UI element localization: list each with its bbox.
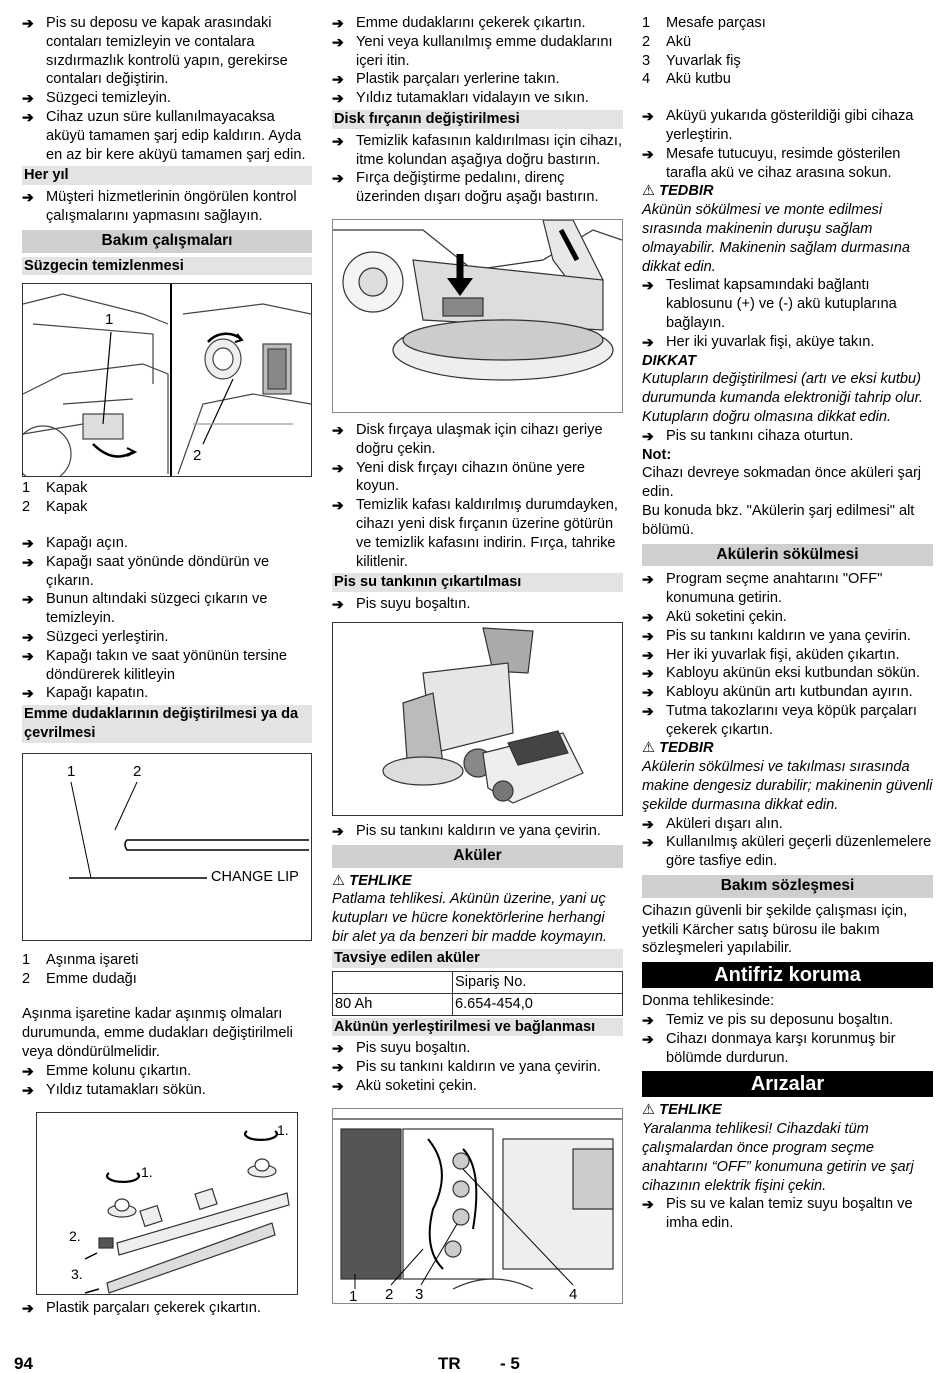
legend-number: 2	[22, 970, 31, 987]
list-item: ➔ Cihazı donmaya karşı korunmuş bir bölümde durdurun.	[642, 1030, 933, 1068]
list-item: ➔ Akü soketini çekin.	[642, 608, 933, 627]
caution-heading: ⚠ TEDBIR	[642, 740, 714, 757]
legend-text: Mesafe parçası	[666, 15, 766, 31]
list-item: ➔ Tutma takozlarını veya köpük parçaları çekerek çıkartın.	[642, 702, 933, 740]
section-title: Aküler	[332, 845, 623, 868]
list-item: ➔ Yeni veya kullanılmış emme dudaklarını içeri itin.	[332, 33, 623, 71]
list-item: ➔ Emme kolunu çıkartın.	[22, 1062, 312, 1081]
list-item: ➔ Plastik parçaları çekerek çıkartın.	[22, 1299, 312, 1318]
figure-label: 4	[569, 1285, 578, 1303]
column-3	[642, 14, 933, 1233]
warning-icon: ⚠	[642, 1102, 656, 1119]
legend-text: Emme dudağı	[46, 970, 137, 987]
list-item: ➔ Aküyü yukarıda gösterildiği gibi cihaza yerleştirin.	[642, 107, 933, 145]
list-item: ➔ Program seçme anahtarını "OFF" konumuna getirin.	[642, 570, 933, 608]
list-item: ➔ Kapağı açın.	[22, 534, 312, 553]
legend-number: 2	[22, 499, 31, 516]
figure-legend	[642, 14, 933, 89]
figure-label: 2	[193, 447, 202, 465]
section-title: Bakım sözleşmesi	[642, 875, 933, 898]
chapter-title: Arızalar	[642, 1071, 933, 1097]
list-item: ➔ Aküleri dışarı alın.	[642, 815, 933, 834]
list-item: ➔ Kapağı saat yönünde döndürün ve çıkarın.	[22, 553, 312, 591]
list-item: ➔ Her iki yuvarlak fişi, aküden çıkartın.	[642, 646, 933, 665]
table-cell: 80 Ah	[333, 993, 453, 1015]
note-text: Bu konuda bkz. "Akülerin şarj edilmesi" alt bölümü.	[642, 502, 915, 538]
knob-illustration	[37, 1113, 297, 1294]
legend-number: 1	[22, 480, 31, 497]
attention-heading: DIKKAT	[642, 352, 697, 369]
legend-text: Akü kutbu	[666, 71, 731, 88]
legend-number: 4	[642, 71, 651, 88]
section-title: Akülerin sökülmesi	[642, 544, 933, 567]
legend-number: 2	[642, 33, 651, 50]
figure-label: 3.	[71, 1266, 83, 1283]
danger-heading: ⚠ TEHLIKE	[332, 872, 412, 889]
note-heading: Not:	[642, 446, 672, 463]
list-item: ➔ Fırça değiştirme pedalını, direnç üzerinden dışarı doğru aşağı bastırın.	[332, 169, 623, 207]
figure-label: 3	[415, 1285, 424, 1303]
list-item: ➔ Temizlik kafası kaldırılmış durumdayken, cihazı yeni disk fırçanın üzerine götürün ve temizlik kafasını indirin. Fırça, tahrike kilitlenir.	[332, 496, 623, 571]
attention-text: Kutupların doğru olmasına dikkat edin.	[642, 408, 892, 425]
list-item: ➔ Her iki yuvarlak fişi, aküye takın.	[642, 333, 933, 352]
table-cell: 6.654-454,0	[453, 993, 623, 1015]
list-item: ➔ Pis su tankını cihaza oturtun.	[642, 427, 933, 446]
tank-illustration	[333, 623, 622, 815]
list-item: ➔ Süzgeci temizleyin.	[22, 89, 312, 108]
legend-text: Kapak	[46, 499, 88, 516]
list-item: ➔ Pis su tankını kaldırın ve yana çevirin.	[642, 627, 933, 646]
figure-label: 1.	[141, 1164, 153, 1181]
table-row	[333, 993, 623, 1015]
tank-figure	[332, 622, 623, 816]
column-2	[332, 14, 623, 1304]
list-item: ➔ Yeni disk fırçayı cihazın önüne yere koyun.	[332, 459, 623, 497]
list-item: ➔ Yıldız tutamakları sökün.	[22, 1081, 312, 1100]
note-text: Cihazı devreye sokmadan önce aküleri şarj edin.	[642, 465, 922, 501]
legend-text: Akü	[666, 33, 692, 50]
table-header-cell: Sipariş No.	[453, 971, 623, 993]
table-header-row	[333, 971, 623, 993]
subsection-title: Her yıl	[22, 166, 312, 185]
filter-figure	[22, 283, 312, 477]
figure-label: 1	[67, 762, 76, 780]
legend-text: Yuvarlak fiş	[666, 52, 741, 69]
step-list	[22, 534, 312, 703]
list-item: ➔ Plastik parçaları yerlerine takın.	[332, 70, 623, 89]
battery-figure	[332, 1108, 623, 1304]
paragraph: Donma tehlikesinde:	[642, 993, 775, 1010]
battery-illustration	[333, 1109, 622, 1303]
warning-icon: ⚠	[332, 872, 346, 889]
figure-text: CHANGE LIP	[211, 868, 299, 885]
list-item: ➔ Pis su ve kalan temiz suyu boşaltın ve imha edin.	[642, 1195, 933, 1233]
caution-text: Akülerin sökülmesi ve takılması sırasında makine dengesiz durabilir; makinenin güvenli şekilde durmasına dikkat edin.	[642, 759, 933, 813]
subsection-title: Pis su tankının çıkartılması	[332, 573, 623, 592]
caution-heading: ⚠ TEDBIR	[642, 183, 714, 200]
figure-label: 1.	[277, 1122, 289, 1139]
column-1	[22, 14, 312, 1318]
list-item: ➔ Kabloyu akünün artı kutbundan ayırın.	[642, 683, 933, 702]
figure-legend	[22, 479, 312, 517]
list-item: ➔ Cihaz uzun süre kullanılmayacaksa aküyü tamamen şarj edip kaldırın. Ayda en az bir kere aküyü tamamen şarj edin.	[22, 108, 312, 164]
danger-text: Yaralanma tehlikesi! Cihazdaki tüm çalışmalardan önce program seçme anahtarını “OFF” konumuna getirin ve şarj cihazının elektrik fişini çekin.	[642, 1121, 914, 1194]
filter-illustration	[23, 284, 311, 476]
danger-heading: ⚠ TEHLIKE	[642, 1102, 722, 1119]
section-number: - 5	[500, 1354, 520, 1373]
warning-icon: ⚠	[642, 740, 656, 757]
attention-text: Kutupların değiştirilmesi (artı ve eksi kutbu) durumunda kumanda elektroniği tahrip olur.	[642, 371, 923, 407]
list-item: ➔ Temizlik kafasının kaldırılması için cihazı, itme kolundan aşağıya doğru bastırın.	[332, 132, 623, 170]
knob-figure	[36, 1112, 298, 1295]
list-item: ➔ Bunun altındaki süzgeci çıkarın ve temizleyin.	[22, 590, 312, 628]
language-code: TR	[438, 1354, 461, 1373]
legend-text: Kapak	[46, 480, 88, 497]
list-item: ➔ Pis suyu boşaltın.	[332, 1039, 623, 1058]
list-item: ➔ Kabloyu akünün eksi kutbundan sökün.	[642, 664, 933, 683]
page-number: 94	[14, 1354, 33, 1373]
figure-legend	[22, 951, 312, 989]
legend-text: Aşınma işareti	[46, 951, 139, 968]
figure-label: 1	[349, 1287, 358, 1303]
list-item: ➔ Emme dudaklarını çekerek çıkartın.	[332, 14, 623, 33]
subsection-title: Emme dudaklarının değiştirilmesi ya da çevrilmesi	[22, 705, 312, 743]
warning-icon: ⚠	[642, 183, 656, 200]
chapter-title: Antifriz koruma	[642, 962, 933, 988]
list-item: ➔ Disk fırçaya ulaşmak için cihazı geriye doğru çekin.	[332, 421, 623, 459]
subsection-title: Süzgecin temizlenmesi	[22, 257, 312, 276]
list-item: ➔ Teslimat kapsamındaki bağlantı kablosunu (+) ve (-) akü kutuplarına bağlayın.	[642, 276, 933, 332]
list-item: ➔ Kullanılmış aküleri geçerli düzenlemelere göre tasfiye edin.	[642, 833, 933, 871]
list-item: ➔ Kapağı kapatın.	[22, 684, 312, 703]
figure-label: 2.	[69, 1228, 81, 1245]
legend-number: 3	[642, 52, 651, 69]
section-title: Bakım çalışmaları	[22, 230, 312, 253]
list-item: ➔ Temiz ve pis su deposunu boşaltın.	[642, 1011, 933, 1030]
list-item: ➔ Yıldız tutamakları vidalayın ve sıkın.	[332, 89, 623, 108]
figure-label: 2	[385, 1285, 394, 1303]
brush-illustration	[333, 220, 622, 412]
list-item: ➔ Süzgeci yerleştirin.	[22, 628, 312, 647]
battery-table	[332, 971, 623, 1016]
table-header-cell	[333, 971, 453, 993]
list-item: ➔ Kapağı takın ve saat yönünün tersine döndürerek kilitleyin	[22, 647, 312, 685]
list-item: ➔ Müşteri hizmetlerinin öngörülen kontrol çalışmalarını yapmasını sağlayın.	[22, 188, 312, 226]
legend-number: 1	[642, 15, 651, 31]
subsection-title: Tavsiye edilen aküler	[332, 949, 623, 968]
caution-text: Akünün sökülmesi ve monte edilmesi sırasında makinenin duruşu sağlam olmayabilir. Makinenin sağlam durmasına dikkat edin.	[642, 202, 910, 275]
list-item: ➔ Mesafe tutucuyu, resimde gösterilen tarafla akü ve cihaz arasına sokun.	[642, 145, 933, 183]
list-item: ➔ Pis su tankını kaldırın ve yana çevirin.	[332, 1058, 623, 1077]
paragraph: Aşınma işaretine kadar aşınmış olmaları durumunda, emme dudakları değiştirilmeli veya döndürülmelidir.	[22, 1006, 293, 1060]
lip-illustration	[23, 754, 309, 940]
figure-label: 2	[133, 762, 142, 780]
brush-figure	[332, 219, 623, 413]
step-list	[22, 14, 312, 164]
list-item: ➔ Pis suyu boşaltın.	[332, 595, 623, 614]
list-item: ➔ Pis su deposu ve kapak arasındaki contaları temizleyin ve contalara sızdırmazlık kontrolü yapın, gerekirse contaları değiştirin.	[22, 14, 312, 89]
legend-number: 1	[22, 951, 31, 968]
paragraph: Cihazın güvenli bir şekilde çalışması için, yetkili Kärcher satış bürosu ile bakım sözleşmeleri yapılabilir.	[642, 902, 908, 957]
subsection-title: Akünün yerleştirilmesi ve bağlanması	[332, 1018, 623, 1037]
figure-label: 1	[105, 311, 114, 329]
danger-text: Patlama tehlikesi. Akünün üzerine, yani uç kutupları ve hücre konektörlerine herhangi bir alet ya da benzeri bir madde koymayın.	[332, 891, 607, 945]
subsection-title: Disk fırçanın değiştirilmesi	[332, 110, 623, 129]
list-item: ➔ Akü soketini çekin.	[332, 1077, 623, 1096]
lip-figure	[22, 753, 312, 941]
list-item: ➔ Pis su tankını kaldırın ve yana çevirin.	[332, 822, 623, 841]
